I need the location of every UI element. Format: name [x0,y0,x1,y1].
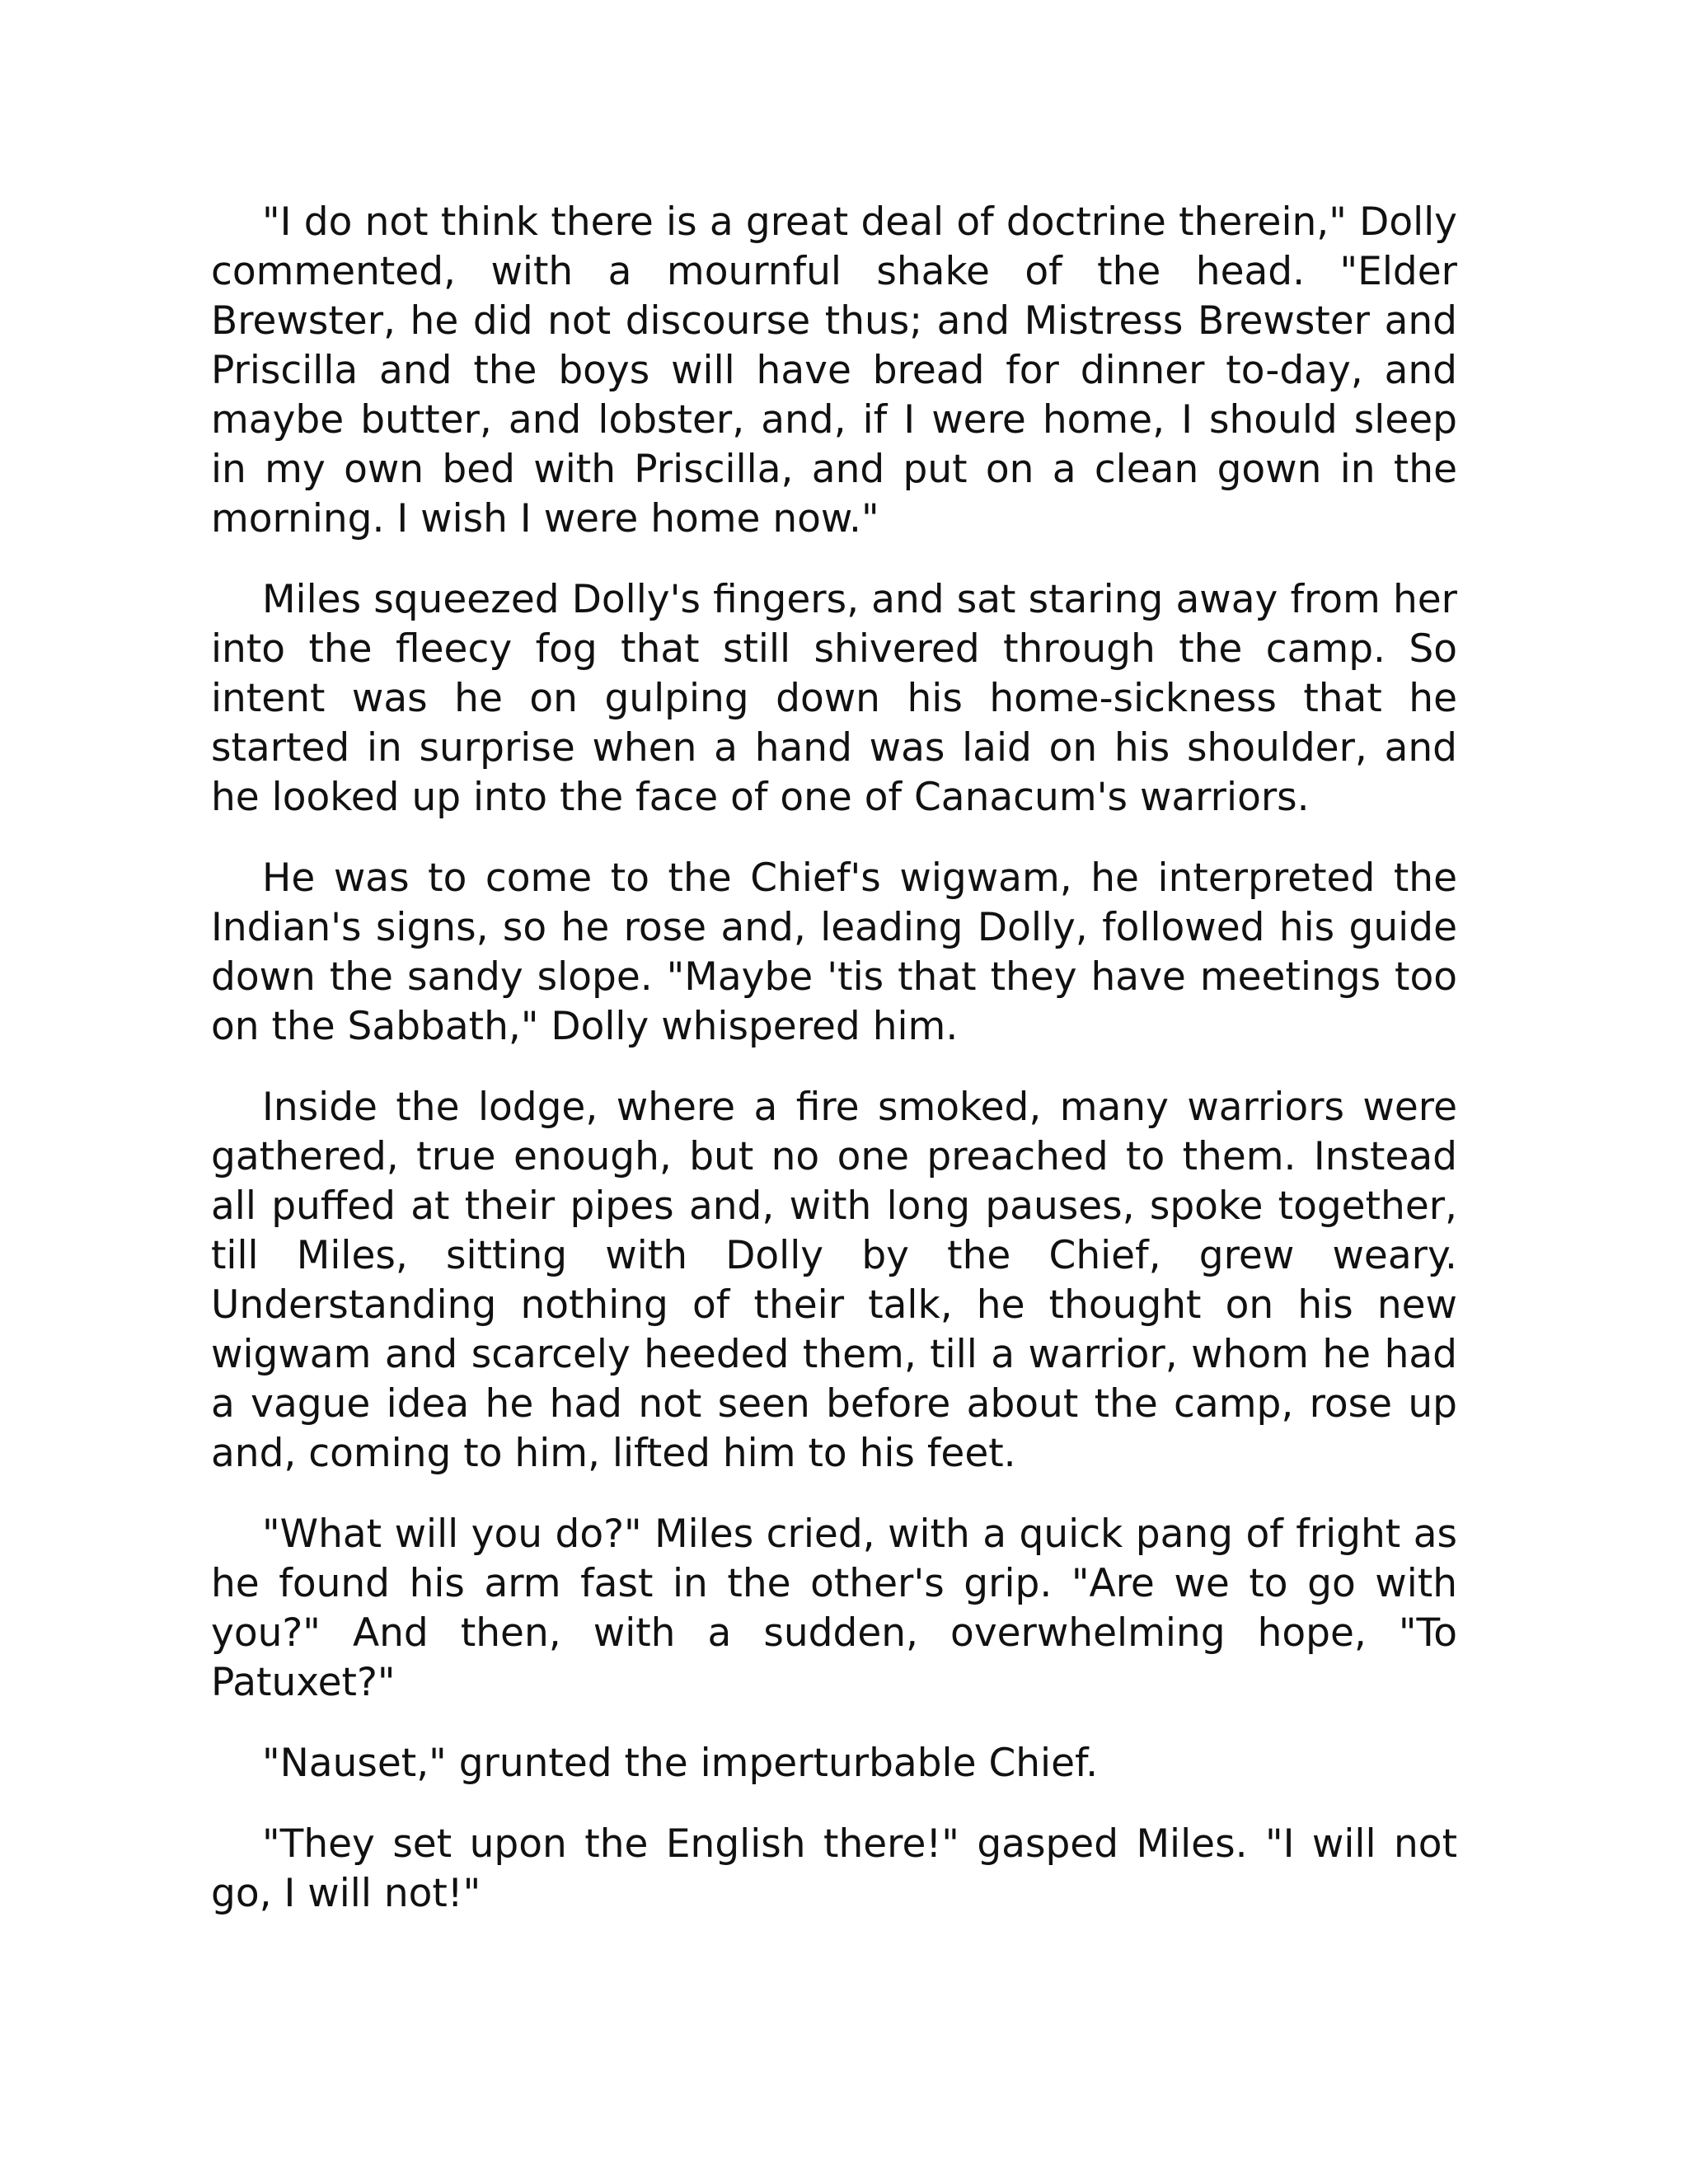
paragraph-5: "What will you do?" Miles cried, with a quick pang of fright as he found his arm fast in the other's grip. "Are we to go with you?" And then, with a sudden, overwhelming hope, "To Patuxet?" [211,1511,1457,1705]
paragraph-4: Inside the lodge, where a fire smoked, many warriors were gathered, true enough, but no one preached to them. Instead all puffed at their pipes and, with long pauses, spoke together, till Miles, sitting with Dolly by the Chief, grew weary. Understanding nothing of their talk, he thought on his new wigwam and scarcely heeded them, till a warrior, whom he had a vague idea he had not seen before about the camp, rose up and, coming to him, lifted him to his feet. [211,1085,1457,1476]
paragraph-7: "They set upon the English there!" gasped Miles. "I will not go, I will not!" [211,1821,1457,1916]
paragraph-6: "Nauset," grunted the imperturbable Chief. [262,1741,1099,1786]
paragraph-1: "I do not think there is a great deal of doctrine therein," Dolly commented, with a mournful shake of the head. "Elder Brewster, he did not discourse thus; and Mistress Brewster and Priscilla and the boys will have bread for dinner to-day, and maybe butter, and lobster, and, if I were home, I should sleep in my own bed with Priscilla, and put on a clean gown in the morning. I wish I were home now." [211,199,1457,541]
page-body [211,198,1457,1950]
paragraph-3: He was to come to the Chief's wigwam, he interpreted the Indian's signs, so he rose and, leading Dolly, followed his guide down the sandy slope. "Maybe 'tis that they have meetings too on the Sabbath," Dolly whispered him. [211,855,1457,1049]
paragraph-2: Miles squeezed Dolly's fingers, and sat staring away from her into the fleecy fog that still shivered through the camp. So intent was he on gulping down his home-sickness that he started in surprise when a hand was laid on his shoulder, and he looked up into the face of one of Canacum's warriors. [211,577,1457,820]
